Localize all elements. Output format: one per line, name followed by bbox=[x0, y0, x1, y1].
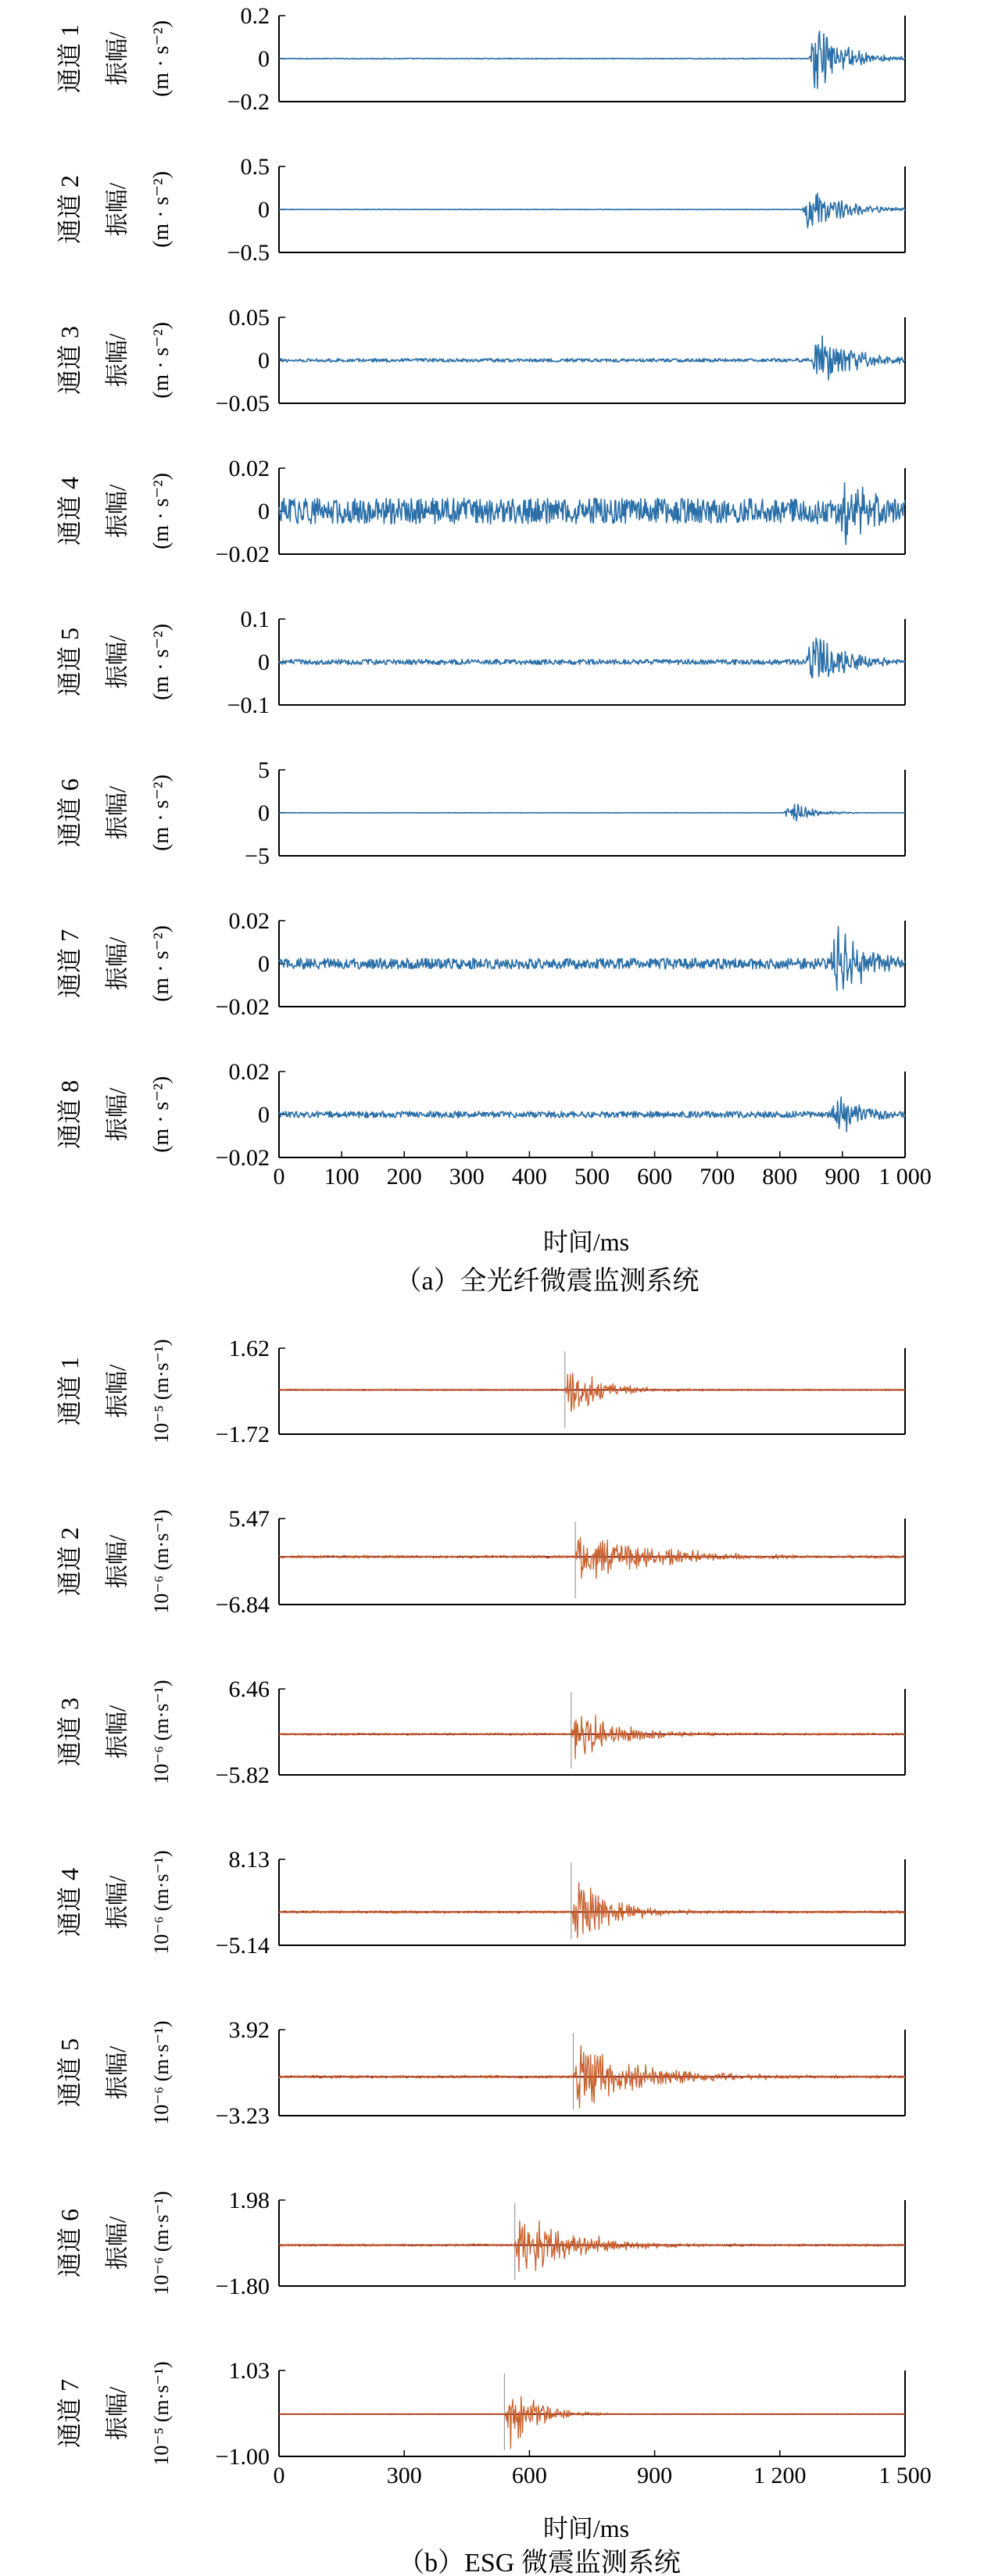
amplitude-label: 振幅/ bbox=[105, 635, 131, 689]
x-tick-label: 900 bbox=[637, 2463, 673, 2488]
y-tick-label: 0.1 bbox=[240, 606, 270, 632]
y-tick-label: 0.02 bbox=[228, 908, 270, 934]
x-tick-label: 300 bbox=[386, 2463, 422, 2488]
subplot bbox=[55, 1059, 905, 1171]
series-line bbox=[279, 1537, 905, 1578]
x-tick-label: 0 bbox=[273, 1164, 285, 1190]
unit-label: (m · s⁻²) bbox=[149, 925, 174, 1002]
channel-label: 通道 8 bbox=[55, 1079, 84, 1150]
channel-label: 通道 4 bbox=[55, 476, 84, 546]
y-tick-label: 1.62 bbox=[228, 1336, 270, 1361]
amplitude-label: 振幅/ bbox=[105, 1705, 131, 1759]
amplitude-label: 振幅/ bbox=[105, 1534, 131, 1589]
y-tick-label: 0 bbox=[258, 46, 270, 72]
y-tick-label: −1.72 bbox=[215, 1422, 270, 1447]
series-line bbox=[279, 1883, 905, 1938]
y-tick-label: −3.23 bbox=[215, 2103, 270, 2129]
series-line bbox=[279, 927, 905, 990]
unit-label: 10⁻⁶ (m·s⁻¹) bbox=[150, 2020, 173, 2125]
y-tick-label: −0.5 bbox=[227, 240, 270, 266]
amplitude-label: 振幅/ bbox=[105, 1875, 131, 1930]
y-tick-label: −0.02 bbox=[215, 994, 270, 1020]
x-tick-label: 600 bbox=[511, 2463, 547, 2488]
y-tick-label: 1.03 bbox=[228, 2358, 270, 2384]
y-tick-label: −1.80 bbox=[215, 2274, 270, 2299]
series-line bbox=[279, 193, 905, 227]
x-tick-label: 800 bbox=[762, 1164, 798, 1190]
panel-a-xlabel: 时间/ms bbox=[542, 1228, 630, 1256]
subplot bbox=[55, 1506, 905, 1618]
unit-label: 10⁻⁵ (m·s⁻¹) bbox=[150, 1339, 173, 1444]
x-tick-label: 600 bbox=[637, 1164, 673, 1190]
amplitude-label: 振幅/ bbox=[105, 31, 131, 86]
y-tick-label: 0 bbox=[258, 800, 270, 826]
channel-label: 通道 7 bbox=[55, 2378, 84, 2449]
y-tick-label: −0.2 bbox=[227, 89, 270, 115]
panel-a-fiber-optic bbox=[55, 3, 932, 1190]
amplitude-label: 振幅/ bbox=[105, 333, 131, 388]
channel-label: 通道 5 bbox=[55, 2038, 84, 2108]
channel-label: 通道 3 bbox=[55, 1697, 84, 1767]
unit-label: 10⁻⁶ (m·s⁻¹) bbox=[150, 1850, 173, 1955]
amplitude-label: 振幅/ bbox=[105, 2045, 131, 2100]
series-line bbox=[279, 2221, 905, 2272]
x-tick-label: 300 bbox=[449, 1164, 485, 1190]
y-tick-label: 5.47 bbox=[228, 1506, 270, 1532]
subplot bbox=[55, 3, 905, 115]
y-tick-label: −0.1 bbox=[227, 692, 270, 718]
y-tick-label: 0.02 bbox=[228, 456, 270, 481]
subplot bbox=[55, 2017, 905, 2129]
y-tick-label: 0.2 bbox=[240, 3, 270, 29]
y-tick-label: 0 bbox=[258, 348, 270, 374]
series-line bbox=[279, 804, 905, 821]
y-tick-label: −0.02 bbox=[215, 542, 270, 567]
y-tick-label: −6.84 bbox=[215, 1592, 270, 1618]
unit-label: 10⁻⁵ (m·s⁻¹) bbox=[150, 2361, 173, 2466]
series-line bbox=[279, 483, 905, 545]
channel-label: 通道 2 bbox=[55, 1526, 84, 1597]
y-tick-label: 0 bbox=[258, 649, 270, 675]
channel-label: 通道 6 bbox=[55, 778, 84, 848]
x-tick-label: 100 bbox=[324, 1164, 360, 1190]
x-tick-label: 1 000 bbox=[878, 1164, 932, 1190]
amplitude-label: 振幅/ bbox=[105, 1364, 131, 1419]
amplitude-label: 振幅/ bbox=[105, 484, 131, 538]
subplot bbox=[55, 456, 905, 567]
y-tick-label: 6.46 bbox=[228, 1676, 270, 1702]
series-line bbox=[279, 336, 905, 380]
y-tick-label: 0 bbox=[258, 1102, 270, 1128]
unit-label: (m · s⁻²) bbox=[149, 775, 174, 851]
unit-label: (m · s⁻²) bbox=[149, 624, 174, 700]
subplot bbox=[55, 1336, 905, 1447]
subplot bbox=[55, 305, 905, 417]
channel-label: 通道 1 bbox=[55, 1356, 84, 1426]
channel-label: 通道 2 bbox=[55, 174, 84, 245]
panel-b-caption: （b）ESG 微震监测系统 bbox=[398, 2549, 681, 2576]
y-tick-label: 1.98 bbox=[228, 2188, 270, 2213]
unit-label: 10⁻⁶ (m·s⁻¹) bbox=[150, 2191, 173, 2295]
y-tick-label: 0.5 bbox=[240, 154, 270, 180]
amplitude-label: 振幅/ bbox=[105, 785, 131, 840]
x-tick-label: 400 bbox=[511, 1164, 547, 1190]
unit-label: (m · s⁻²) bbox=[149, 1076, 174, 1153]
unit-label: (m · s⁻²) bbox=[149, 20, 174, 97]
amplitude-label: 振幅/ bbox=[105, 936, 131, 991]
unit-label: (m · s⁻²) bbox=[149, 171, 174, 248]
y-tick-label: 5 bbox=[258, 757, 270, 783]
panel-b-xlabel: 时间/ms bbox=[542, 2514, 630, 2542]
unit-label: 10⁻⁶ (m·s⁻¹) bbox=[150, 1680, 173, 1784]
amplitude-label: 振幅/ bbox=[105, 2216, 131, 2270]
x-tick-label: 0 bbox=[273, 2463, 285, 2488]
x-tick-label: 200 bbox=[386, 1164, 422, 1190]
y-tick-label: 0 bbox=[258, 499, 270, 524]
subplot bbox=[55, 1676, 905, 1788]
series-line bbox=[279, 2396, 905, 2448]
amplitude-label: 振幅/ bbox=[105, 2386, 131, 2441]
x-tick-label: 500 bbox=[574, 1164, 610, 1190]
y-tick-label: 3.92 bbox=[228, 2017, 270, 2043]
series-line bbox=[279, 639, 905, 678]
series-line bbox=[279, 1097, 905, 1132]
y-tick-label: −5.82 bbox=[215, 1762, 270, 1788]
subplot bbox=[55, 908, 905, 1020]
y-tick-label: 0.02 bbox=[228, 1059, 270, 1085]
y-tick-label: −0.05 bbox=[215, 391, 270, 417]
unit-label: (m · s⁻²) bbox=[149, 322, 174, 399]
y-tick-label: 8.13 bbox=[228, 1847, 270, 1873]
subplot bbox=[55, 757, 905, 869]
y-tick-label: 0 bbox=[258, 197, 270, 223]
subplot bbox=[55, 2188, 905, 2299]
y-tick-label: 0.05 bbox=[228, 305, 270, 331]
subplot bbox=[55, 1847, 905, 1959]
y-tick-label: −1.00 bbox=[215, 2444, 270, 2470]
subplot bbox=[55, 154, 905, 266]
channel-label: 通道 4 bbox=[55, 1867, 84, 1937]
y-tick-label: −5.14 bbox=[215, 1933, 270, 1959]
y-tick-label: −0.02 bbox=[215, 1145, 270, 1171]
series-line bbox=[279, 1716, 905, 1759]
panel-b-esg bbox=[55, 1336, 932, 2488]
panel-a-caption: （a）全光纤微震监测系统 bbox=[395, 1267, 700, 1296]
subplot bbox=[55, 606, 905, 718]
series-line bbox=[279, 31, 905, 88]
channel-label: 通道 5 bbox=[55, 627, 84, 697]
x-tick-label: 1 200 bbox=[753, 2463, 807, 2488]
channel-label: 通道 7 bbox=[55, 928, 84, 999]
series-line bbox=[279, 1373, 905, 1411]
y-tick-label: −5 bbox=[245, 843, 270, 869]
x-tick-label: 900 bbox=[825, 1164, 861, 1190]
channel-label: 通道 1 bbox=[55, 23, 84, 94]
x-tick-label: 1 500 bbox=[878, 2463, 932, 2488]
subplot bbox=[55, 2358, 905, 2470]
channel-label: 通道 6 bbox=[55, 2208, 84, 2278]
amplitude-label: 振幅/ bbox=[105, 1087, 131, 1142]
y-tick-label: 0 bbox=[258, 951, 270, 977]
x-tick-label: 700 bbox=[700, 1164, 735, 1190]
channel-label: 通道 3 bbox=[55, 325, 84, 395]
amplitude-label: 振幅/ bbox=[105, 182, 131, 237]
unit-label: 10⁻⁶ (m·s⁻¹) bbox=[150, 1509, 173, 1614]
unit-label: (m · s⁻²) bbox=[149, 473, 174, 549]
